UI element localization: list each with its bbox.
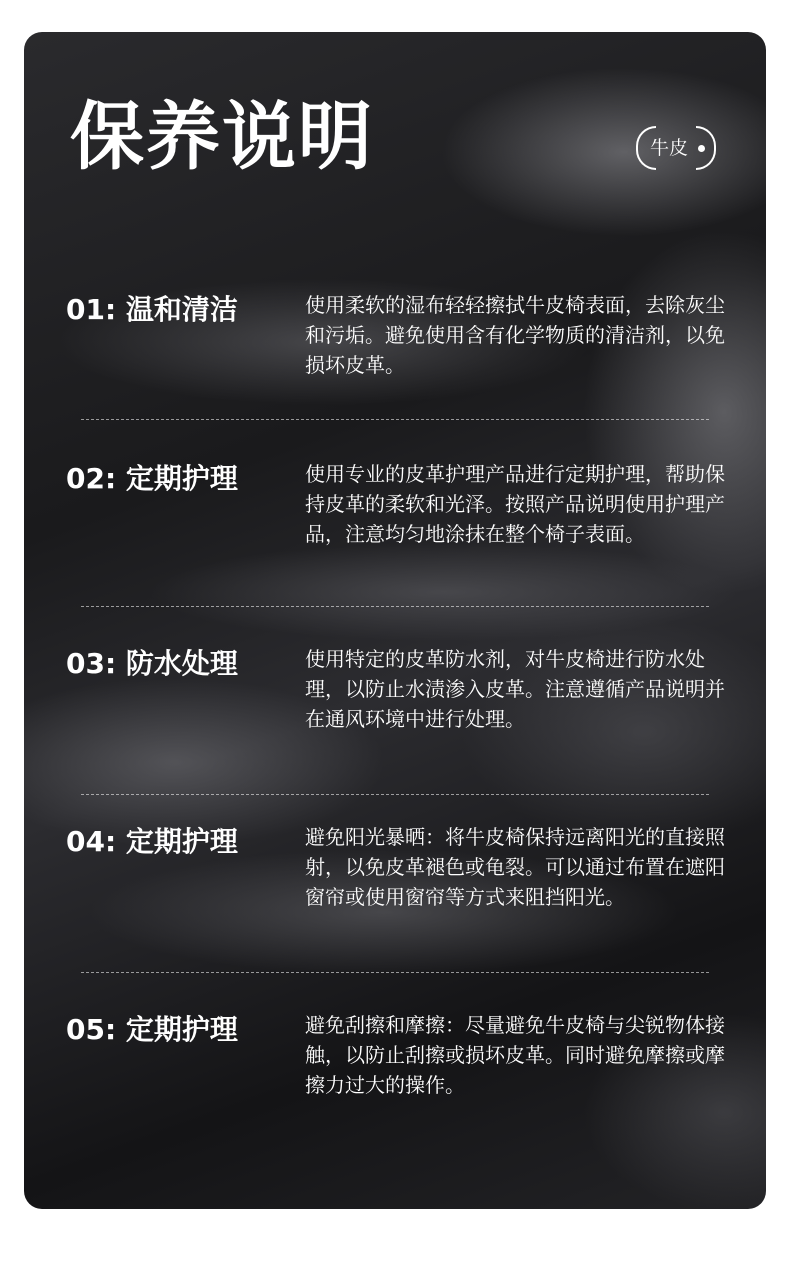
material-badge bbox=[636, 126, 716, 170]
page-title: 保养说明 bbox=[70, 94, 374, 180]
divider bbox=[81, 606, 709, 607]
divider bbox=[81, 972, 709, 973]
care-item-title: 04: 定期护理 bbox=[66, 825, 238, 858]
care-item-description: 避免刮擦和摩擦：尽量避免牛皮椅与尖锐物体接触，以防止刮擦或损坏皮革。同时避免摩擦或摩擦力过大的操作。 bbox=[305, 1013, 725, 1097]
divider bbox=[81, 794, 709, 795]
care-item-title: 03: 防水处理 bbox=[66, 647, 238, 680]
care-item-description: 避免阳光暴晒：将牛皮椅保持远离阳光的直接照射，以免皮革褪色或龟裂。可以通过布置在遮阳窗帘或使用窗帘等方式来阻挡阳光。 bbox=[305, 825, 725, 909]
divider bbox=[81, 419, 709, 420]
badge-dot-icon bbox=[698, 145, 705, 152]
care-item-title: 02: 定期护理 bbox=[66, 462, 238, 495]
care-item-description: 使用专业的皮革护理产品进行定期护理，帮助保持皮革的柔软和光泽。按照产品说明使用护理产品，注意均匀地涂抹在整个椅子表面。 bbox=[305, 462, 725, 546]
care-card bbox=[24, 32, 766, 1209]
care-item-description: 使用特定的皮革防水剂，对牛皮椅进行防水处理，以防止水渍渗入皮革。注意遵循产品说明并在通风环境中进行处理。 bbox=[305, 647, 725, 731]
badge-label: 牛皮 bbox=[650, 137, 689, 159]
care-item-description: 使用柔软的湿布轻轻擦拭牛皮椅表面，去除灰尘和污垢。避免使用含有化学物质的清洁剂，以免损坏皮革。 bbox=[305, 293, 725, 377]
care-item-title: 01: 温和清洁 bbox=[66, 293, 238, 326]
care-item-title: 05: 定期护理 bbox=[66, 1013, 238, 1046]
